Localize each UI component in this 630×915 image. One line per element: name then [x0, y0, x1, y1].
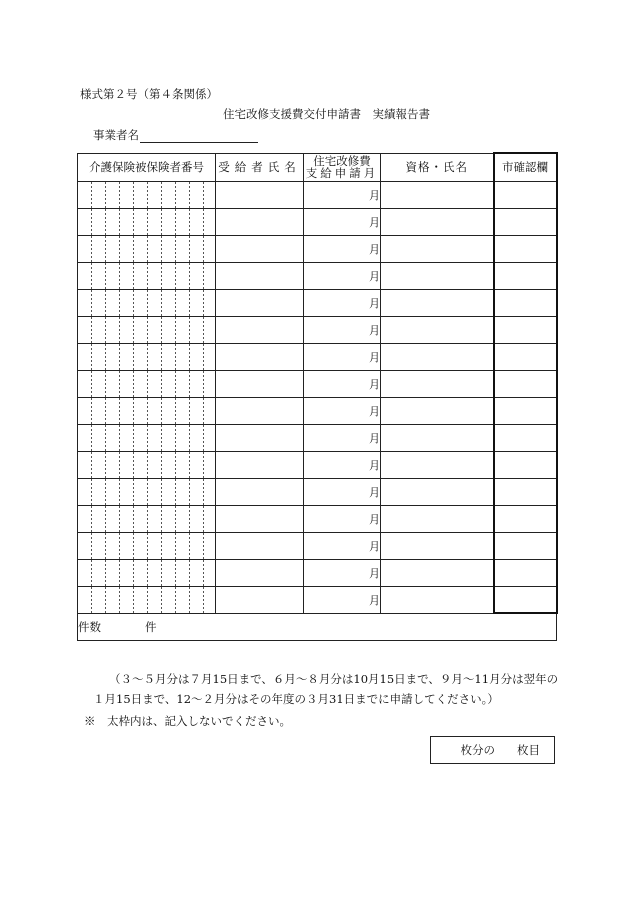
digit-separator-lines — [78, 263, 215, 289]
application-month-cell[interactable]: 月 — [304, 559, 381, 586]
insured-number-cell[interactable] — [78, 370, 216, 397]
city-check-cell — [494, 505, 557, 532]
recipient-name-cell[interactable] — [216, 559, 304, 586]
digit-separator-lines — [78, 452, 215, 478]
header-application-line2: 支給申請月 — [305, 166, 379, 180]
recipient-name-cell[interactable] — [216, 262, 304, 289]
digit-separator-lines — [78, 425, 215, 451]
count-unit: 件 — [145, 619, 157, 634]
table-row — [78, 478, 557, 505]
qualification-name-cell[interactable] — [381, 532, 494, 559]
application-month-cell[interactable]: 月 — [304, 424, 381, 451]
table-row — [78, 559, 557, 586]
digit-separator-lines — [78, 236, 215, 262]
qualification-name-cell[interactable] — [381, 370, 494, 397]
page-total-label: 枚分の — [460, 743, 495, 757]
application-month-cell[interactable]: 月 — [304, 397, 381, 424]
table-row — [78, 370, 557, 397]
recipient-name-cell[interactable] — [216, 370, 304, 397]
business-name-row — [93, 127, 258, 143]
digit-separator-lines — [78, 587, 215, 613]
digit-separator-lines — [78, 533, 215, 559]
digit-separator-lines — [78, 398, 215, 424]
recipient-name-cell[interactable] — [216, 289, 304, 316]
table-row — [78, 424, 557, 451]
table-row — [78, 343, 557, 370]
recipient-name-cell[interactable] — [216, 316, 304, 343]
application-month-cell[interactable]: 月 — [304, 505, 381, 532]
insured-number-cell[interactable] — [78, 397, 216, 424]
qualification-name-cell[interactable] — [381, 316, 494, 343]
document-title: 住宅改修支援費交付申請書 実績報告書 — [223, 107, 430, 121]
qualification-name-cell[interactable] — [381, 451, 494, 478]
insured-number-cell[interactable] — [78, 532, 216, 559]
qualification-name-cell[interactable] — [381, 289, 494, 316]
digit-separator-lines — [78, 182, 215, 208]
qualification-name-cell[interactable] — [381, 424, 494, 451]
business-name-label: 事業者名 — [93, 128, 139, 142]
qualification-name-cell[interactable] — [381, 505, 494, 532]
table-body — [78, 181, 557, 613]
city-check-cell — [494, 586, 557, 613]
form-number-label: 様式第２号（第４条関係） — [80, 87, 218, 101]
city-check-cell — [494, 235, 557, 262]
table-row — [78, 451, 557, 478]
city-check-cell — [494, 343, 557, 370]
insured-number-cell[interactable] — [78, 559, 216, 586]
application-month-cell[interactable]: 月 — [304, 451, 381, 478]
count-label: 件数 — [78, 619, 101, 634]
qualification-name-cell[interactable] — [381, 559, 494, 586]
city-check-cell — [494, 424, 557, 451]
thick-frame-note: ※ 太枠内は、記入しないでください。 — [84, 714, 291, 728]
business-name-field[interactable] — [140, 130, 258, 143]
qualification-name-cell[interactable] — [381, 262, 494, 289]
header-application-line1: 住宅改修費 — [313, 154, 371, 168]
city-check-cell — [494, 289, 557, 316]
qualification-name-cell[interactable] — [381, 478, 494, 505]
insured-number-cell[interactable] — [78, 343, 216, 370]
header-qualification-name: 資格・氏名 — [381, 153, 494, 181]
insured-number-cell[interactable] — [78, 424, 216, 451]
qualification-name-cell[interactable] — [381, 235, 494, 262]
recipient-name-cell[interactable] — [216, 478, 304, 505]
header-insured-number: 介護保険被保険者番号 — [78, 153, 216, 181]
application-month-cell[interactable]: 月 — [304, 586, 381, 613]
city-check-cell — [494, 262, 557, 289]
city-check-cell — [494, 370, 557, 397]
digit-separator-lines — [78, 317, 215, 343]
application-month-cell[interactable]: 月 — [304, 370, 381, 397]
city-check-cell — [494, 532, 557, 559]
recipient-name-cell[interactable] — [216, 397, 304, 424]
recipient-name-cell[interactable] — [216, 181, 304, 208]
deadline-note-line1: （３～５月分は７月15日まで、６月～８月分は10月15日まで、９月～11月分は翌年の — [109, 672, 559, 686]
header-application-month — [304, 153, 381, 181]
table-row — [78, 586, 557, 613]
application-month-cell[interactable]: 月 — [304, 181, 381, 208]
application-month-cell[interactable]: 月 — [304, 262, 381, 289]
page-count-box — [430, 736, 555, 764]
table-row — [78, 532, 557, 559]
qualification-name-cell[interactable] — [381, 397, 494, 424]
table-row — [78, 181, 557, 208]
digit-separator-lines — [78, 209, 215, 235]
recipient-name-cell[interactable] — [216, 235, 304, 262]
header-recipient-name: 受給者氏名 — [216, 153, 304, 181]
table-row — [78, 289, 557, 316]
city-check-cell — [494, 208, 557, 235]
insured-number-cell[interactable] — [78, 181, 216, 208]
insured-number-cell[interactable] — [78, 316, 216, 343]
recipient-name-cell[interactable] — [216, 451, 304, 478]
digit-separator-lines — [78, 560, 215, 586]
city-check-cell — [494, 316, 557, 343]
table-row — [78, 208, 557, 235]
qualification-name-cell[interactable] — [381, 181, 494, 208]
count-cell — [78, 613, 557, 640]
recipient-name-cell[interactable] — [216, 586, 304, 613]
city-check-cell — [494, 478, 557, 505]
application-month-cell[interactable]: 月 — [304, 343, 381, 370]
insured-number-cell[interactable] — [78, 262, 216, 289]
table-row — [78, 262, 557, 289]
insured-number-cell[interactable] — [78, 478, 216, 505]
qualification-name-cell[interactable] — [381, 208, 494, 235]
digit-separator-lines — [78, 344, 215, 370]
digit-separator-lines — [78, 506, 215, 532]
application-month-cell[interactable]: 月 — [304, 316, 381, 343]
city-check-cell — [494, 451, 557, 478]
digit-separator-lines — [78, 479, 215, 505]
insured-number-cell[interactable] — [78, 505, 216, 532]
recipient-name-cell[interactable] — [216, 505, 304, 532]
table-row — [78, 397, 557, 424]
insured-number-cell[interactable] — [78, 289, 216, 316]
page-current-label: 枚目 — [517, 743, 540, 757]
header-city-check: 市確認欄 — [494, 153, 557, 181]
insured-number-cell[interactable] — [78, 235, 216, 262]
table-row — [78, 316, 557, 343]
application-month-cell[interactable]: 月 — [304, 532, 381, 559]
count-row — [78, 613, 557, 640]
table-row — [78, 235, 557, 262]
qualification-name-cell[interactable] — [381, 586, 494, 613]
recipient-name-cell[interactable] — [216, 532, 304, 559]
table-header-row — [78, 153, 557, 181]
city-check-cell — [494, 397, 557, 424]
insured-number-cell[interactable] — [78, 586, 216, 613]
table-row — [78, 505, 557, 532]
report-table — [77, 152, 558, 641]
digit-separator-lines — [78, 290, 215, 316]
application-month-cell[interactable]: 月 — [304, 289, 381, 316]
digit-separator-lines — [78, 371, 215, 397]
city-check-cell — [494, 181, 557, 208]
application-month-cell[interactable]: 月 — [304, 235, 381, 262]
deadline-note-line2: １月15日まで、12～２月分はその年度の３月31日までに申請してください。） — [93, 692, 499, 706]
recipient-name-cell[interactable] — [216, 424, 304, 451]
insured-number-cell[interactable] — [78, 451, 216, 478]
qualification-name-cell[interactable] — [381, 343, 494, 370]
city-check-cell — [494, 559, 557, 586]
recipient-name-cell[interactable] — [216, 208, 304, 235]
insured-number-cell[interactable] — [78, 208, 216, 235]
recipient-name-cell[interactable] — [216, 343, 304, 370]
application-month-cell[interactable]: 月 — [304, 478, 381, 505]
application-month-cell[interactable]: 月 — [304, 208, 381, 235]
